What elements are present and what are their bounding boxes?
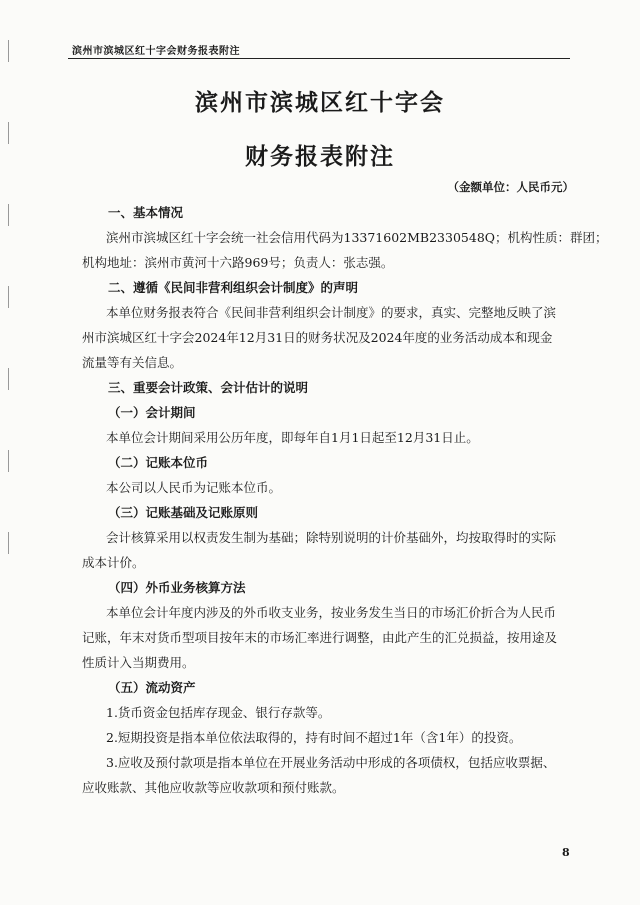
binding-marks — [8, 40, 20, 559]
subsection-3-heading: （三）记账基础及记账原则 — [108, 505, 259, 520]
subsection-2-heading: （二）记账本位币 — [108, 455, 209, 470]
subsection-1-text-line: 本单位会计期间采用公历年度，即每年自1月1日起至12月31日止。 — [106, 430, 479, 445]
subsection-2-text-line: 本公司以人民币为记账本位币。 — [106, 480, 282, 495]
subsection-5-item: 1.货币资金包括库存现金、银行存款等。 — [106, 705, 331, 720]
section-3-heading: 三、重要会计政策、会计估计的说明 — [108, 380, 309, 395]
section-1-text-line: 机构地址：滨州市黄河十六路969号；负责人：张志强。 — [82, 255, 394, 270]
section-2-heading: 二、遵循《民间非营利组织会计制度》的声明 — [108, 280, 359, 295]
subsection-5-item: 2.短期投资是指本单位依法取得的，持有时间不超过1年（含1年）的投资。 — [106, 730, 522, 745]
subsection-5-item-continuation: 应收账款、其他应收款等应收款项和预付账款。 — [82, 780, 345, 795]
header-rule — [68, 58, 570, 59]
section-2-text-line: 流量等有关信息。 — [82, 355, 183, 370]
subsection-3-text-line: 成本计价。 — [82, 555, 145, 570]
document-body — [82, 200, 608, 800]
section-1-heading: 一、基本情况 — [108, 205, 184, 220]
subsection-3-text-line: 会计核算采用以权责发生制为基础；除特别说明的计价基础外，均按取得时的实际 — [106, 530, 557, 545]
running-header: 滨州市滨城区红十字会财务报表附注 — [72, 46, 240, 57]
section-1-text-line: 滨州市滨城区红十字会统一社会信用代码为13371602MB2330548Q；机构性质：群团； — [106, 230, 608, 245]
subsection-5-heading: （五）流动资产 — [108, 680, 196, 695]
subsection-4-text-line: 记账，年末对货币型项目按年末的市场汇率进行调整，由此产生的汇兑损益，按用途及 — [82, 630, 558, 645]
subsection-4-text-line: 本单位会计年度内涉及的外币收支业务，按业务发生当日的市场汇价折合为人民币 — [106, 605, 557, 620]
document-subtitle: 财务报表附注 — [245, 143, 395, 170]
section-2-text-line: 本单位财务报表符合《民间非营利组织会计制度》的要求，真实、完整地反映了滨 — [106, 305, 557, 320]
page-number: 8 — [562, 846, 570, 859]
subsection-1-heading: （一）会计期间 — [108, 405, 196, 420]
subsection-4-text-line: 性质计入当期费用。 — [82, 655, 195, 670]
subsection-4-heading: （四）外币业务核算方法 — [108, 580, 246, 595]
document-title: 滨州市滨城区红十字会 — [195, 89, 445, 116]
subsection-5-item: 3.应收及预付款项是指本单位在开展业务活动中形成的各项债权，包括应收票据、 — [106, 755, 556, 770]
currency-unit-note: （金额单位：人民币元） — [447, 180, 574, 194]
section-2-text-line: 州市滨城区红十字会2024年12月31日的财务状况及2024年度的业务活动成本和现金 — [82, 330, 553, 345]
